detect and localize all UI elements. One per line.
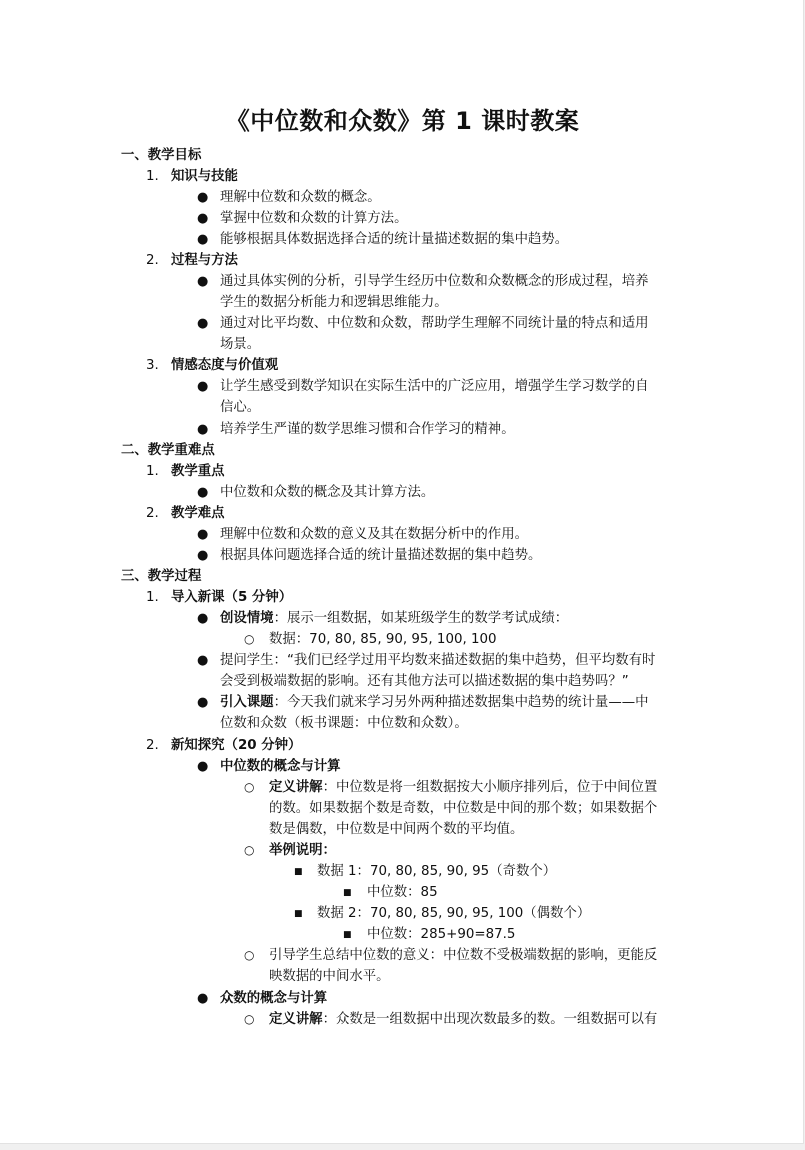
circle-bullet-icon: ○ — [244, 843, 255, 857]
circle-bullet-icon: ○ — [244, 632, 255, 646]
bullet-icon: ● — [197, 316, 209, 331]
bullet-icon: ● — [197, 211, 209, 226]
square-bullet-icon: ■ — [343, 888, 352, 898]
bullet-icon: ● — [197, 653, 209, 668]
circle-bullet-icon: ○ — [244, 780, 255, 794]
list-number: 2. — [146, 738, 159, 753]
bullet-icon: ● — [197, 695, 209, 710]
bullet-icon: ● — [197, 611, 209, 626]
square-bullet-icon: ■ — [294, 867, 303, 877]
bullet-icon: ● — [197, 232, 209, 247]
circle-bullet-icon: ○ — [244, 948, 255, 962]
bullet-icon: ● — [197, 190, 209, 205]
document-page: 《中位数和众数》第 1 课时教案 一、教学目标 1. 知识与技能 ● 理解中位数和众数的概念。 ● 掌握中位数和众数的计算方法。 ● 能够根据具体数据选择合适的统计量描述数据的集中趋势。 2. 过程与方法 ● 通过具体实例的分析，引导学生经历中位数和众数概念的形成过程，培养 学生的数据分析能力和逻辑思维能力。 ● 通过对比平均数、中位数和众数，帮助学生理解不同统计量的特点和适用 场景。 3. 情感态度与价值观 ● 让学生感受到数学知识在实际生活中的广泛应用，增强学生学习数学的自 信心。 ● 培养学生严谨的数学思维习惯和合作学习的精神。 二、教学重难点 1. 教学重点 ● 中位数和众数的概念及其计算方法。 2. 教学难点 ● 理解中位数和众数的意义及其在数据分析中的作用。 ● 根据具体问题选择合适的统计量描述数据的集中趋势。 三、教学过程 1. 导入新课（5 分钟） ● 创设情境：展示一组数据，如某班级学生的数学考试成绩： ○ 数据：70, 80, 85, 90, 95, 100, 100 ● 提问学生：“我们已经学过用平均数来描述数据的集中趋势，但平均数有时 会受到极端数据的影响。还有其他方法可以描述数据的集中趋势吗？” ● 引入课题：今天我们就来学习另外两种描述数据集中趋势的统计量——中 位数和众数（板书课题：中位数和众数）。 2. 新知探究（20 分钟） ● 中位数的概念与计算 ○ 定义讲解：中位数是将一组数据按大小顺序排列后，位于中间位置 的数。如果数据个数是奇数，中位数是中间的那个数；如果数据个 数是偶数，中位数是中间两个数的平均值。 ○ 举例说明： ■ 数据 1：70, 80, 85, 90, 95（奇数个） ■ 中位数：85 ■ 数据 2：70, 80, 85, 90, 95, 100（偶数个） ■ 中位数：285+90=87.5 ○ 引导学生总结中位数的意义：中位数不受极端数据的影响，更能反 映数据的中间水平。 ● 众数的概念与计算 ○ 定义讲解：众数是一组数据中出现次数最多的数。一组数据可以有 — [0, 0, 804, 1144]
bullet-icon: ● — [197, 991, 209, 1006]
bullet-icon: ● — [197, 759, 209, 774]
list-number: 1. — [146, 590, 159, 605]
square-bullet-icon: ■ — [343, 930, 352, 940]
list-number: 3. — [146, 358, 159, 373]
document-title: 《中位数和众数》第 1 课时教案 — [225, 107, 580, 135]
list-number: 1. — [146, 464, 159, 479]
bullet-icon: ● — [197, 548, 209, 563]
list-number: 2. — [146, 253, 159, 268]
bullet-icon: ● — [197, 274, 209, 289]
bullet-icon: ● — [197, 485, 209, 500]
bullet-icon: ● — [197, 379, 209, 394]
list-number: 1. — [146, 169, 159, 184]
circle-bullet-icon: ○ — [244, 1012, 255, 1026]
square-bullet-icon: ■ — [294, 909, 303, 919]
list-number: 2. — [146, 506, 159, 521]
bullet-icon: ● — [197, 422, 209, 437]
bullet-icon: ● — [197, 527, 209, 542]
